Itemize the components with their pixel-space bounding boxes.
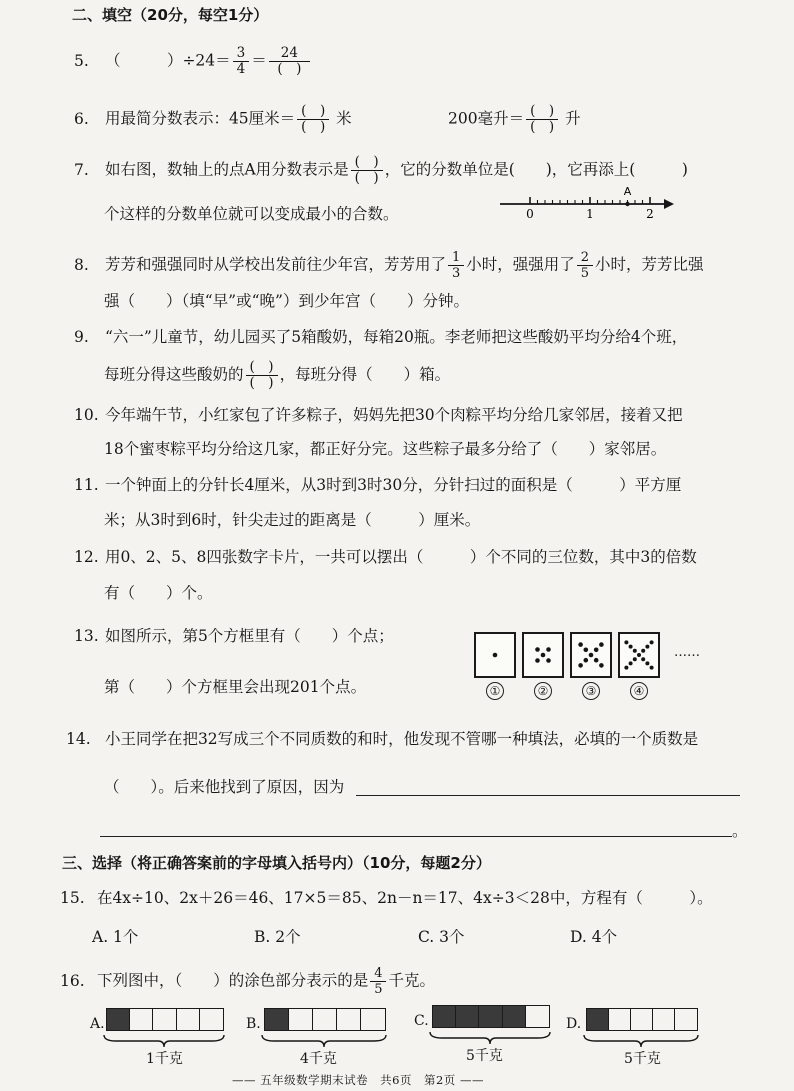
number-line-ticks (530, 197, 650, 204)
empty-cell (675, 1009, 697, 1030)
q16-option-letter[interactable]: A. (90, 1016, 105, 1032)
number-line-arrow (664, 199, 674, 209)
dot-box-caption: ③ (582, 682, 600, 700)
empty-cell (200, 1009, 223, 1030)
question-number: 6. (74, 109, 89, 128)
dot (637, 653, 641, 657)
dot (493, 653, 498, 658)
question-number: 9. (74, 328, 89, 346)
question-number: 8. (74, 255, 89, 274)
dot (578, 642, 583, 647)
q16-weight-label: 5千克 (466, 1048, 503, 1064)
dot (541, 653, 546, 658)
empty-cell (337, 1009, 361, 1030)
shaded-cell (433, 1006, 456, 1027)
point-a-label: A (623, 185, 632, 198)
dot (624, 666, 628, 670)
dot (629, 645, 633, 649)
pattern-ellipsis: …… (674, 645, 700, 660)
question-number: 12. (74, 548, 99, 566)
q15-option-c[interactable]: C. 3个 (418, 928, 465, 946)
dot (589, 653, 594, 658)
q5-fraction-1: $\frac{3}{4}$ (233, 46, 250, 77)
q16-bar-figure (432, 1005, 550, 1028)
dot (645, 661, 649, 665)
q15-option-d[interactable]: D. 4个 (570, 928, 618, 946)
question-8: 8. 芳芳和强强同时从学校出发前往少年宫，芳芳用了 $\frac{1}{3}$ 小时，强强用了 $\frac{2}{5}$ 小时，芳芳比强 (74, 250, 704, 281)
question-9: 9. “六一”儿童节，幼儿园买了5箱酸奶，每箱20瓶。李老师把这些酸奶平均分给4个班， (74, 328, 688, 346)
q8-fraction-1: $\frac{1}{3}$ (448, 250, 464, 281)
shaded-cell (265, 1009, 289, 1030)
dot (599, 642, 604, 647)
question-6-part-b: 200毫升＝ $\frac{( )}{( )}$ 升 (448, 103, 581, 135)
q16-weight-label: 4千克 (300, 1051, 337, 1067)
shaded-cell (107, 1009, 130, 1030)
dot-box-caption: ② (534, 682, 552, 700)
question-number: 11. (74, 476, 99, 494)
question-number: 5. (74, 51, 89, 70)
answer-blank-line-2[interactable] (100, 836, 732, 837)
q16-option-letter[interactable]: C. (414, 1013, 429, 1029)
point-a-marker (625, 202, 629, 206)
axis-label: 2 (646, 207, 654, 220)
question-6: 6. 用最简分数表示：45厘米＝ $\frac{( )}{( )}$ 米 (74, 103, 352, 135)
empty-cell (653, 1009, 675, 1030)
question-number: 15. (60, 889, 85, 907)
question-11: 11. 一个钟面上的分针长4厘米，从3时到3时30分，分针扫过的面积是（ ）平方厘 (74, 476, 682, 494)
dot (594, 658, 599, 663)
dot-box-caption: ④ (630, 682, 648, 700)
q5-fraction-2: $\frac{24}{( )}$ (269, 46, 310, 77)
number-line-figure (498, 184, 678, 220)
q9-fraction: $\frac{( )}{( )}$ (246, 360, 278, 391)
dot (578, 663, 583, 668)
dot (535, 647, 540, 652)
empty-cell (130, 1009, 153, 1030)
q16-bar-figure (264, 1008, 386, 1031)
axis-label: 0 (526, 207, 534, 220)
question-8-line-2: 强（ ）（填“早”或“晚”）到少年宫（ ）分钟。 (104, 292, 469, 310)
empty-cell (631, 1009, 653, 1030)
dot (584, 658, 589, 663)
empty-cell (313, 1009, 337, 1030)
question-13-line-2: 第（ ）个方框里会出现201个点。 (104, 678, 367, 696)
brace-icon (260, 1034, 388, 1048)
dot (599, 663, 604, 668)
question-12: 12. 用0、2、5、8四张数字卡片，一共可以摆出（ ）个不同的三位数，其中3的倍数 (74, 548, 697, 566)
q16-option-letter[interactable]: B. (246, 1016, 261, 1032)
dot-box (522, 632, 564, 678)
empty-cell (177, 1009, 200, 1030)
axis-label: 1 (586, 207, 594, 220)
q6-fraction-2: $\frac{( )}{( )}$ (526, 104, 558, 135)
question-14-line-2: （ ）。后来他找到了原因，因为 (104, 778, 345, 796)
question-number: 7. (74, 160, 89, 179)
question-13: 13. 如图所示，第5个方框里有（ ）个点； (74, 627, 394, 645)
empty-cell (609, 1009, 631, 1030)
question-number: 13. (74, 627, 99, 645)
question-9-line-2: 每班分得这些酸奶的 $\frac{( )}{( )}$ ，每班分得（ ）箱。 (104, 359, 451, 391)
q16-bar-figure (586, 1008, 698, 1031)
shaded-cell (456, 1006, 479, 1027)
brace-icon (582, 1034, 700, 1048)
question-number: 10. (74, 406, 99, 424)
question-7: 7. 如右图，数轴上的点A用分数表示是 $\frac{( )}{( )}$ ，它的分数单位是( )，它再添上( ) (74, 154, 688, 186)
question-11-line-2: 米；从3时到6时，针尖走过的距离是（ ）厘米。 (104, 511, 481, 529)
brace-icon (428, 1031, 552, 1045)
dot (645, 645, 649, 649)
dot (546, 647, 551, 652)
question-number: 14. (66, 730, 91, 748)
q16-option-letter[interactable]: D. (566, 1016, 582, 1032)
section-2-heading: 二、填空（20分，每空1分） (72, 6, 269, 24)
dot (584, 648, 589, 653)
shaded-cell (479, 1006, 502, 1027)
dot (650, 666, 654, 670)
dot-box-caption: ① (486, 682, 504, 700)
question-10-line-2: 18个蜜枣粽平均分给这几家，都正好分完。这些粽子最多分给了（ ）家邻居。 (104, 440, 667, 458)
question-12-line-2: 有（ ）个。 (104, 584, 213, 602)
question-5: 5. （ ）÷24＝ $\frac{3}{4}$ ＝ $\frac{24}{( )}$ (74, 46, 312, 77)
q15-option-a[interactable]: A. 1个 (92, 928, 139, 946)
empty-cell (361, 1009, 385, 1030)
dot-box (618, 632, 660, 678)
q14-end-mark: 。 (732, 822, 748, 840)
question-15: 15. 在4x÷10、2x＋26＝46、17×5＝85、2n－n＝17、4x÷3＜28中，方程有（ ）。 (60, 889, 713, 907)
q15-option-b[interactable]: B. 2个 (254, 928, 301, 946)
dot (641, 649, 645, 653)
dot (641, 657, 645, 661)
q16-fraction: $\frac{4}{5}$ (370, 966, 386, 997)
question-7-line-2: 个这样的分数单位就可以变成最小的合数。 (104, 205, 399, 223)
q16-weight-label: 1千克 (146, 1051, 183, 1067)
q16-weight-label: 5千克 (624, 1051, 661, 1067)
dot (546, 658, 551, 663)
dot-box (474, 632, 516, 678)
dot (624, 640, 628, 644)
q7-fraction: $\frac{( )}{( )}$ (351, 155, 383, 186)
answer-blank-line-1[interactable] (356, 795, 740, 796)
section-3-heading: 三、选择（将正确答案前的字母填入括号内）（10分，每题2分） (62, 854, 491, 872)
brace-icon (102, 1034, 226, 1048)
empty-cell (153, 1009, 176, 1030)
dot (594, 648, 599, 653)
q5-prefix: （ ）÷24＝ (104, 51, 231, 70)
dot (629, 661, 633, 665)
dot-box (570, 632, 612, 678)
q8-fraction-2: $\frac{2}{5}$ (577, 250, 593, 281)
empty-cell (289, 1009, 313, 1030)
dot (633, 657, 637, 661)
empty-cell (526, 1006, 549, 1027)
question-16: 16. 下列图中，（ ）的涂色部分表示的是 $\frac{4}{5}$ 千克。 (60, 966, 435, 997)
dot (650, 640, 654, 644)
shaded-cell (503, 1006, 526, 1027)
dot (535, 658, 540, 663)
page-footer: —— 五年级数学期末试卷 共6页 第2页 —— (232, 1073, 484, 1087)
dot (633, 649, 637, 653)
q16-bar-figure (106, 1008, 224, 1031)
q6-fraction-1: $\frac{( )}{( )}$ (297, 104, 329, 135)
question-14: 14. 小王同学在把32写成三个不同质数的和时，他发现不管哪一种填法，必填的一个质数是 (66, 730, 699, 748)
question-number: 16. (60, 971, 85, 990)
shaded-cell (587, 1009, 609, 1030)
question-10: 10. 今年端午节，小红家包了许多粽子，妈妈先把30个肉粽平均分给几家邻居，接着又把 (74, 406, 683, 424)
